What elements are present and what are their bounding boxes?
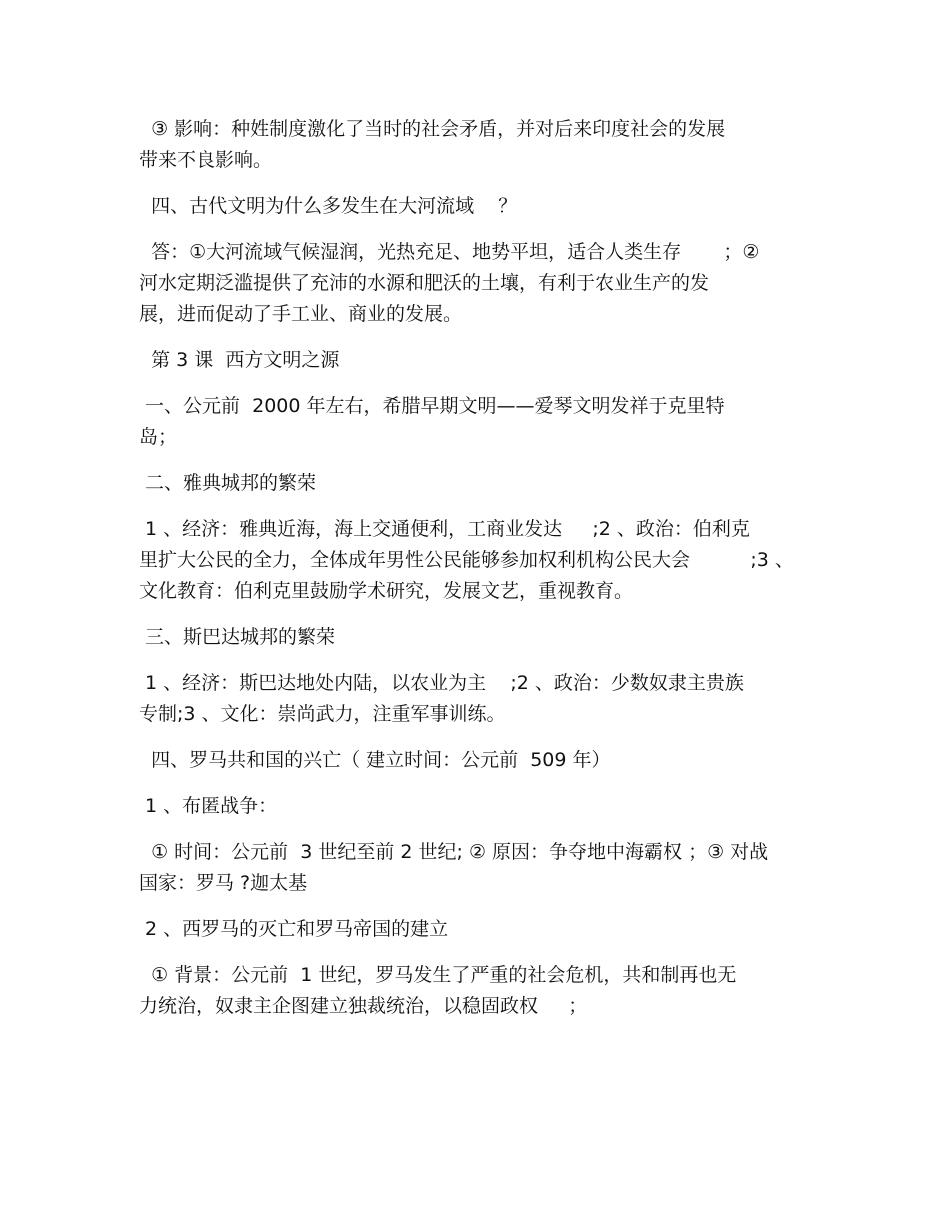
paragraph-river-answer	[139, 237, 839, 330]
text-line: ③ 影响：种姓制度激化了当时的社会矛盾，并对后来印度社会的发展	[139, 118, 726, 140]
lesson-title	[139, 345, 839, 376]
text-line: 河水定期泛滥提供了充沛的水源和肥沃的土壤，有利于农业生产的发	[139, 272, 710, 294]
paragraph-athens-details	[139, 514, 839, 607]
heading-athens	[139, 468, 839, 499]
text-line: 1 、经济：雅典近海，海上交通便利，工商业发达 ;2 、政治：伯利克	[139, 518, 750, 540]
paragraph-sparta-details	[139, 668, 839, 730]
text-line: 岛；	[139, 426, 178, 448]
text-line: 三、斯巴达城邦的繁荣	[139, 626, 336, 648]
paragraph-punic-wars-details	[139, 837, 839, 899]
text-line: ① 时间：公元前 3 世纪至前 2 世纪; ② 原因：争夺地中海霸权 ；③ 对战	[139, 841, 769, 863]
text-line: 2 、西罗马的灭亡和罗马帝国的建立	[139, 918, 449, 940]
paragraph-caste-influence	[139, 114, 839, 176]
text-line: 力统治，奴隶主企图建立独裁统治，以稳固政权 ；	[139, 995, 588, 1017]
text-line: 国家：罗马 ?迦太基	[139, 872, 308, 894]
text-line: 展，进而促动了手工业、商业的发展。	[139, 303, 463, 325]
text-line: 里扩大公民的全力，全体成年男性公民能够参加权利机构公民大会 ;3 、	[139, 549, 794, 571]
heading-western-rome-fall	[139, 914, 839, 945]
heading-punic-wars	[139, 791, 839, 822]
heading-sparta	[139, 622, 839, 653]
text-line: 一、公元前 2000 年左右，希腊早期文明——爱琴文明发祥于克里特	[139, 395, 725, 417]
heading-river-civilizations-question	[139, 191, 839, 222]
text-line: 四、古代文明为什么多发生在大河流域 ？	[139, 195, 518, 217]
text-line: 1 、经济：斯巴达地处内陆，以农业为主 ;2 、政治：少数奴隶主贵族	[139, 672, 744, 694]
heading-roman-republic	[139, 745, 839, 776]
document-body	[139, 114, 839, 1037]
paragraph-rome-background	[139, 960, 839, 1022]
text-line: 带来不良影响。	[139, 149, 273, 171]
text-line: 文化教育：伯利克里鼓励学术研究，发展文艺，重视教育。	[139, 580, 634, 602]
text-line: 1 、布匿战争：	[139, 795, 278, 817]
text-line: 答：①大河流域气候湿润，光热充足、地势平坦，适合人类生存 ；②	[139, 241, 760, 263]
text-line: 专制;3 、文化：崇尚武力，注重军事训练。	[139, 703, 506, 725]
text-line: 四、罗马共和国的兴亡（ 建立时间：公元前 509 年）	[139, 749, 611, 771]
text-line: 第 3 课 西方文明之源	[139, 349, 340, 371]
text-line: ① 背景：公元前 1 世纪，罗马发生了严重的社会危机，共和制再也无	[139, 964, 737, 986]
text-line: 二、雅典城邦的繁荣	[139, 472, 317, 494]
paragraph-aegean-civilization	[139, 391, 839, 453]
